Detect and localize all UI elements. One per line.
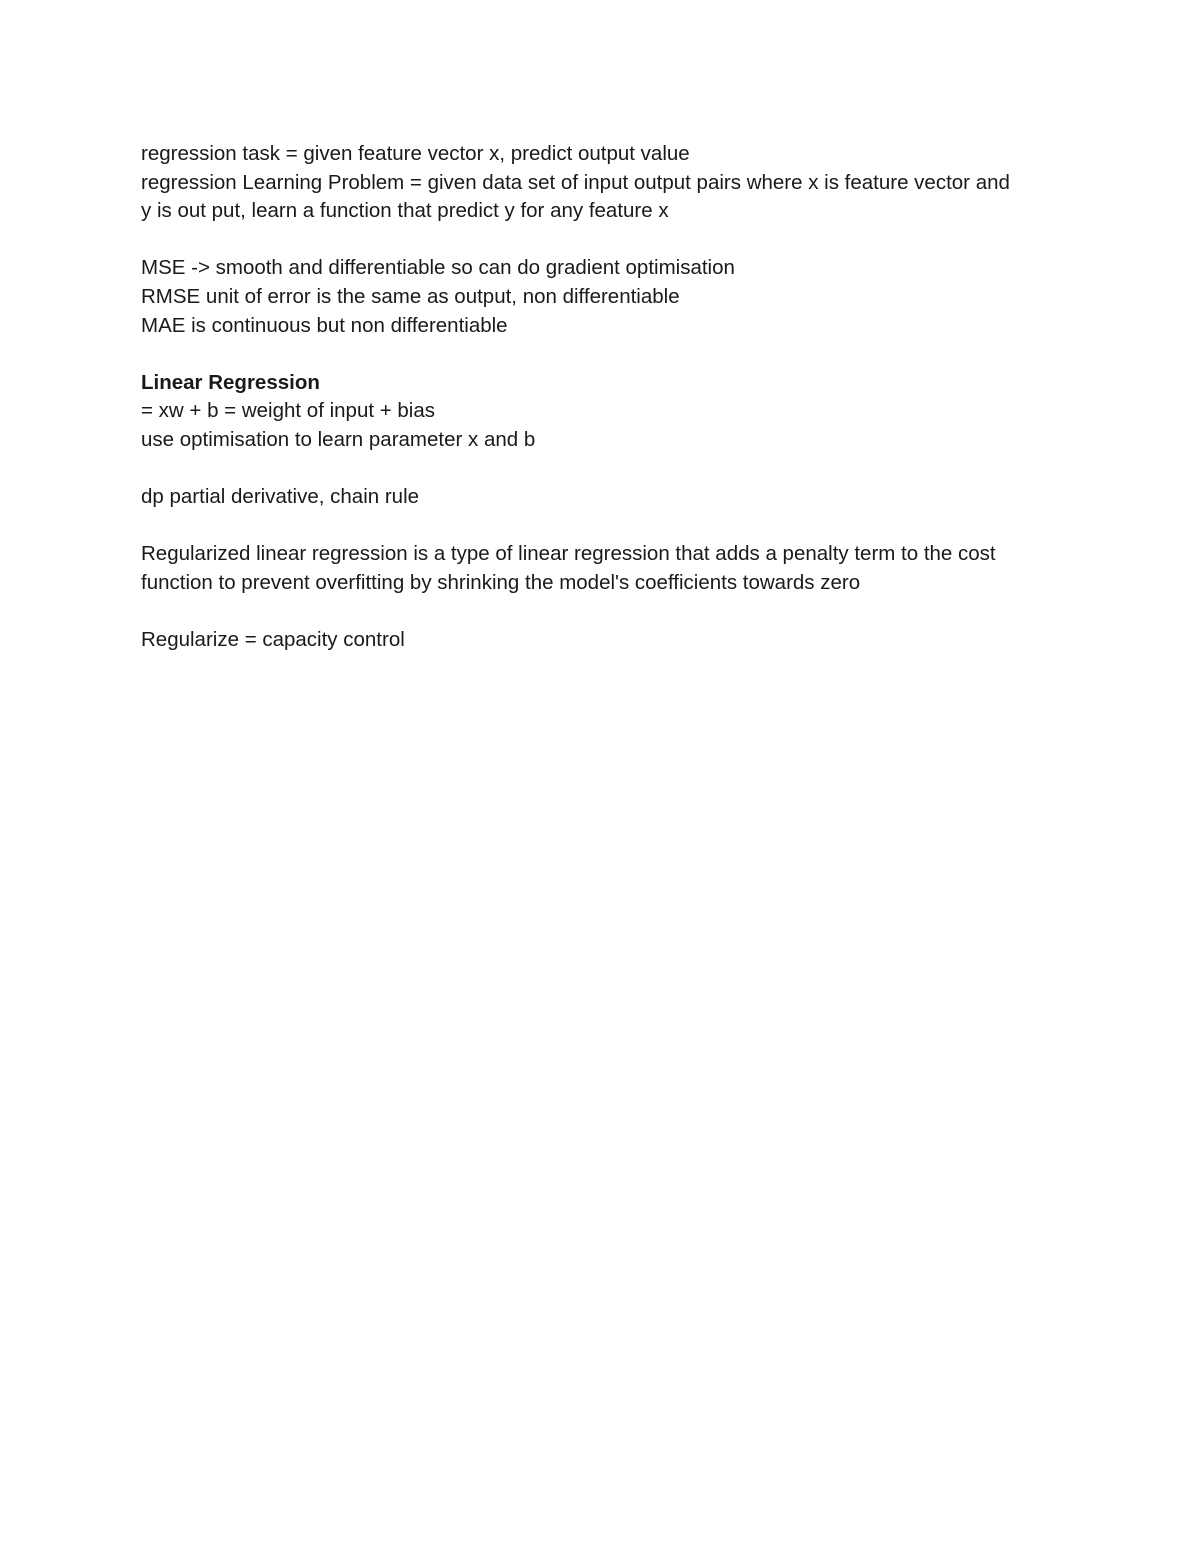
- text-line: Regularized linear regression is a type of linear regression that adds a penalty term to the cost: [141, 542, 996, 566]
- text-line: function to prevent overfitting by shrinking the model's coefficients towards zero: [141, 570, 861, 594]
- text-line: MSE -> smooth and differentiable so can do gradient optimisation: [141, 256, 735, 280]
- text-line: regression Learning Problem = given data set of input output pairs where x is feature vector and: [141, 170, 1010, 194]
- paragraph-linear-regression: [141, 369, 1071, 455]
- text-line: use optimisation to learn parameter x and b: [141, 427, 536, 451]
- paragraph-regularized-regression: [141, 540, 1071, 597]
- text-line: regression task = given feature vector x, predict output value: [141, 142, 690, 165]
- paragraph-regularize: [141, 626, 1071, 655]
- text-line: y is out put, learn a function that predict y for any feature x: [141, 199, 669, 223]
- paragraph-derivative: [141, 483, 1071, 512]
- paragraph-error-metrics: [141, 254, 1071, 340]
- text-line: MAE is continuous but non differentiable: [141, 313, 508, 337]
- paragraph-regression-definitions: [141, 140, 1071, 226]
- text-line: RMSE unit of error is the same as output, non differentiable: [141, 284, 680, 308]
- document-body: [141, 140, 1071, 683]
- text-line: = xw + b = weight of input + bias: [141, 399, 436, 423]
- text-line: Regularize = capacity control: [141, 628, 405, 652]
- section-heading: Linear Regression: [141, 370, 320, 394]
- text-line: dp partial derivative, chain rule: [141, 485, 420, 509]
